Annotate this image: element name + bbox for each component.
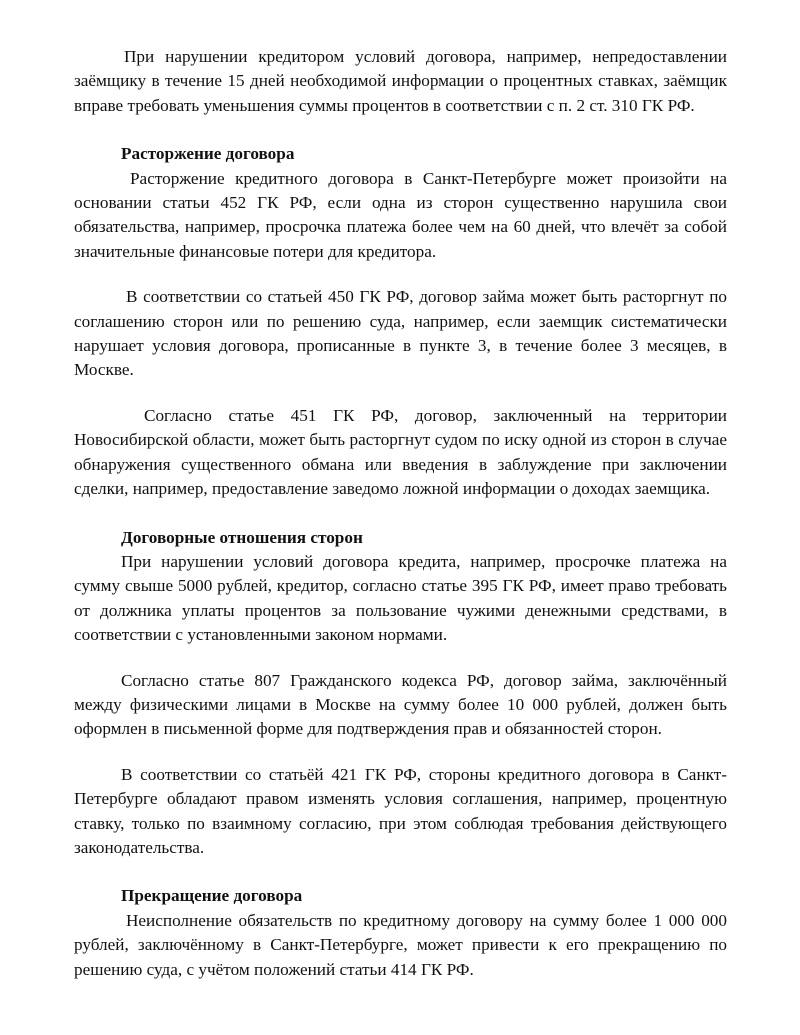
paragraph-termination-450: В соответствии со статьей 450 ГК РФ, договор займа может быть расторгнут по соглашению сторон или по решению суда, например, если заемщик систематически нарушает условия договора, прописанные в пункте 3, в течение более 3 месяцев, в Москве. xyxy=(74,287,727,380)
paragraph-relations-807: Согласно статье 807 Гражданского кодекса РФ, договор займа, заключённый между физическими лицами в Москве на сумму более 10 000 рублей, должен быть оформлен в письменной форме для подтверждения прав и обязанностей сторон. xyxy=(74,670,727,739)
paragraph-relations-395: При нарушении условий договора кредита, например, просрочке платежа на сумму свыше 5000 рублей, кредитор, согласно статье 395 ГК РФ, имеет право требовать от должника уплаты процентов за пользование чужими денежными средствами, в соответствии с установленными законом нормами. xyxy=(74,551,727,645)
paragraph-creditor-violation: При нарушении кредитором условий договора, например, непредоставлении заёмщику в течение 15 дней необходимой информации о процентных ставках, заёмщик вправе требовать уменьшения суммы процентов в соответствии с п. 2 ст. 310 ГК РФ. xyxy=(74,47,727,115)
heading-termination: Расторжение договора xyxy=(121,144,295,164)
paragraph-termination-452: Расторжение кредитного договора в Санкт-Петербурге может произойти на основании статьи 452 ГК РФ, если одна из сторон существенно нарушила свои обязательства, например, просрочка платежа более чем на 60 дней, что влечёт за собой значительные финансовые потери для кредитора. xyxy=(74,168,727,261)
heading-contract-relations: Договорные отношения сторон xyxy=(121,527,363,547)
paragraph-cessation-414: Неисполнение обязательств по кредитному договору на сумму более 1 000 000 рублей, заключённому в Санкт-Петербурге, может привести к его прекращению по решению суда, с учётом положений статьи 414 ГК РФ. xyxy=(74,910,727,979)
heading-contract-cessation: Прекращение договора xyxy=(121,886,303,906)
paragraph-termination-451: Согласно статье 451 ГК РФ, договор, заключенный на территории Новосибирской области, может быть расторгнут судом по иску одной из сторон в случае обнаружения существенного обмана или введения в заблуждение при заключении сделки, например, предоставление заведомо ложной информации о доходах заемщика. xyxy=(74,405,727,499)
paragraph-relations-421: В соответствии со статьёй 421 ГК РФ, стороны кредитного договора в Санкт-Петербурге обладают правом изменять условия соглашения, например, процентную ставку, только по взаимному согласию, при этом соблюдая требования действующего законодательства. xyxy=(74,764,727,857)
document-page xyxy=(74,45,727,982)
